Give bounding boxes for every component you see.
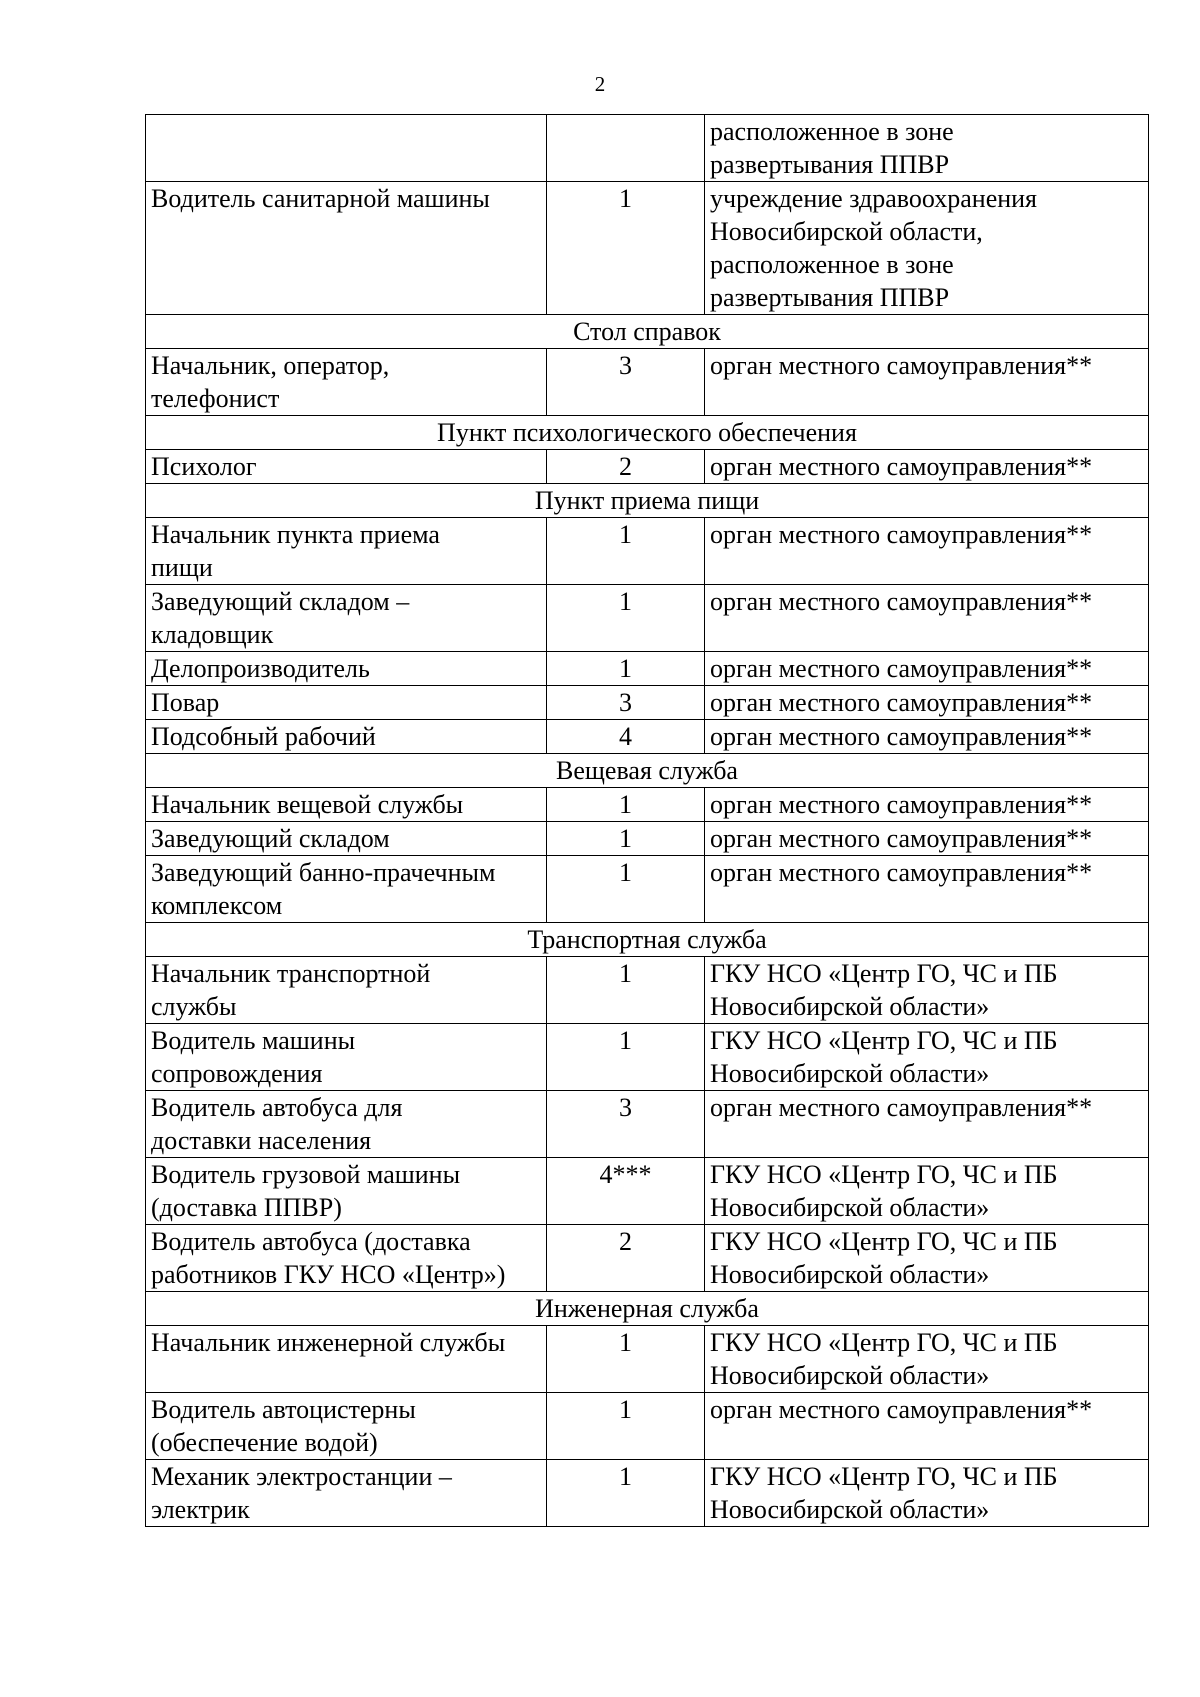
section-header-row	[146, 315, 1149, 349]
section-title: Вещевая служба	[146, 754, 1149, 788]
staff-table	[145, 114, 1149, 1527]
source-organization-cell: орган местного самоуправления**	[705, 349, 1149, 416]
position-cell: Заведующий банно-прачечным комплексом	[146, 856, 547, 923]
quantity-cell: 2	[547, 1225, 705, 1292]
table-row	[146, 1460, 1149, 1527]
source-organization-cell: орган местного самоуправления**	[705, 518, 1149, 585]
position-cell: Механик электростанции – электрик	[146, 1460, 547, 1527]
table-row	[146, 518, 1149, 585]
source-organization-cell: орган местного самоуправления**	[705, 585, 1149, 652]
section-header-row	[146, 416, 1149, 450]
quantity-cell: 4	[547, 720, 705, 754]
quantity-cell: 1	[547, 788, 705, 822]
source-organization-cell: ГКУ НСО «Центр ГО, ЧС и ПБ Новосибирской области»	[705, 1460, 1149, 1527]
source-organization-cell: орган местного самоуправления**	[705, 652, 1149, 686]
table-row	[146, 720, 1149, 754]
table-row	[146, 349, 1149, 416]
section-title: Стол справок	[146, 315, 1149, 349]
quantity-cell: 1	[547, 518, 705, 585]
quantity-cell: 1	[547, 856, 705, 923]
quantity-cell: 1	[547, 652, 705, 686]
source-organization-cell: орган местного самоуправления**	[705, 822, 1149, 856]
page-number: 2	[594, 72, 606, 96]
position-cell: Психолог	[146, 450, 547, 484]
position-cell: Водитель санитарной машины	[146, 182, 547, 315]
table-row	[146, 957, 1149, 1024]
quantity-cell: 1	[547, 957, 705, 1024]
source-organization-cell: расположенное в зоне развертывания ППВР	[705, 115, 1149, 182]
section-title: Пункт психологического обеспечения	[146, 416, 1149, 450]
section-header-row	[146, 484, 1149, 518]
position-cell: Повар	[146, 686, 547, 720]
table-body	[146, 115, 1149, 1527]
position-cell: Начальник транспортной службы	[146, 957, 547, 1024]
source-organization-cell: орган местного самоуправления**	[705, 1091, 1149, 1158]
table-row	[146, 585, 1149, 652]
table-row	[146, 652, 1149, 686]
table-row	[146, 1158, 1149, 1225]
table-row	[146, 856, 1149, 923]
source-organization-cell: ГКУ НСО «Центр ГО, ЧС и ПБ Новосибирской области»	[705, 957, 1149, 1024]
position-cell: Водитель автобуса (доставка работников ГКУ НСО «Центр»)	[146, 1225, 547, 1292]
source-organization-cell: орган местного самоуправления**	[705, 686, 1149, 720]
position-cell: Заведующий складом	[146, 822, 547, 856]
section-header-row	[146, 923, 1149, 957]
table-row	[146, 822, 1149, 856]
section-title: Инженерная служба	[146, 1292, 1149, 1326]
table-row	[146, 1326, 1149, 1393]
source-organization-cell: ГКУ НСО «Центр ГО, ЧС и ПБ Новосибирской области»	[705, 1326, 1149, 1393]
section-header-row	[146, 1292, 1149, 1326]
quantity-cell: 1	[547, 1326, 705, 1393]
source-organization-cell: ГКУ НСО «Центр ГО, ЧС и ПБ Новосибирской области»	[705, 1024, 1149, 1091]
source-organization-cell: орган местного самоуправления**	[705, 788, 1149, 822]
position-cell: Водитель грузовой машины (доставка ППВР)	[146, 1158, 547, 1225]
quantity-cell: 4***	[547, 1158, 705, 1225]
source-organization-cell: ГКУ НСО «Центр ГО, ЧС и ПБ Новосибирской области»	[705, 1225, 1149, 1292]
position-cell: Начальник инженерной службы	[146, 1326, 547, 1393]
quantity-cell: 1	[547, 182, 705, 315]
table-row	[146, 686, 1149, 720]
position-cell	[146, 115, 547, 182]
table-row	[146, 182, 1149, 315]
table-row	[146, 1091, 1149, 1158]
table-row	[146, 1024, 1149, 1091]
quantity-cell: 3	[547, 686, 705, 720]
table-row	[146, 1393, 1149, 1460]
quantity-cell	[547, 115, 705, 182]
position-cell: Делопроизводитель	[146, 652, 547, 686]
quantity-cell: 1	[547, 585, 705, 652]
table-row	[146, 1225, 1149, 1292]
source-organization-cell: орган местного самоуправления**	[705, 1393, 1149, 1460]
position-cell: Водитель машины сопровождения	[146, 1024, 547, 1091]
source-organization-cell: орган местного самоуправления**	[705, 856, 1149, 923]
quantity-cell: 1	[547, 1024, 705, 1091]
section-title: Транспортная служба	[146, 923, 1149, 957]
quantity-cell: 1	[547, 822, 705, 856]
quantity-cell: 1	[547, 1393, 705, 1460]
position-cell: Начальник пункта приема пищи	[146, 518, 547, 585]
source-organization-cell: орган местного самоуправления**	[705, 720, 1149, 754]
source-organization-cell: учреждение здравоохранения Новосибирской области, расположенное в зоне развертывания ППВР	[705, 182, 1149, 315]
quantity-cell: 1	[547, 1460, 705, 1527]
quantity-cell: 3	[547, 349, 705, 416]
table-row	[146, 450, 1149, 484]
quantity-cell: 2	[547, 450, 705, 484]
position-cell: Начальник вещевой службы	[146, 788, 547, 822]
section-title: Пункт приема пищи	[146, 484, 1149, 518]
section-header-row	[146, 754, 1149, 788]
table-row	[146, 788, 1149, 822]
source-organization-cell: орган местного самоуправления**	[705, 450, 1149, 484]
position-cell: Водитель автоцистерны (обеспечение водой)	[146, 1393, 547, 1460]
quantity-cell: 3	[547, 1091, 705, 1158]
position-cell: Заведующий складом – кладовщик	[146, 585, 547, 652]
position-cell: Подсобный рабочий	[146, 720, 547, 754]
position-cell: Водитель автобуса для доставки населения	[146, 1091, 547, 1158]
position-cell: Начальник, оператор, телефонист	[146, 349, 547, 416]
source-organization-cell: ГКУ НСО «Центр ГО, ЧС и ПБ Новосибирской области»	[705, 1158, 1149, 1225]
table-row	[146, 115, 1149, 182]
